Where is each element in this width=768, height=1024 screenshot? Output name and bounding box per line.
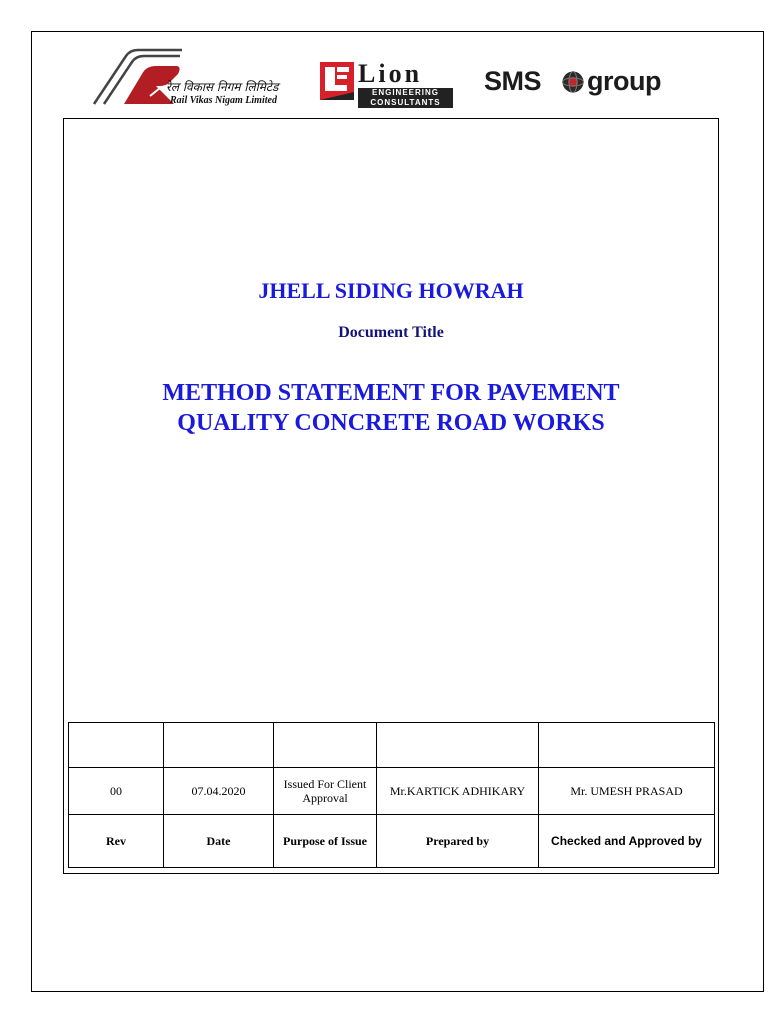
project-title: JHELL SIDING HOWRAH — [258, 278, 524, 303]
rev-value: 00 — [69, 768, 164, 815]
prepared-by-header: Prepared by — [377, 815, 539, 868]
date-value: 07.04.2020 — [164, 768, 274, 815]
lion-tagline-2: CONSULTANTS — [358, 98, 453, 108]
rvnl-logo — [90, 44, 310, 110]
document-title-label: Document Title — [338, 324, 444, 341]
checked-by-header: Checked and Approved by — [539, 815, 715, 868]
rev-header: Rev — [69, 815, 164, 868]
table-header-row — [69, 815, 715, 868]
purpose-header: Purpose of Issue — [274, 815, 377, 868]
globe-icon — [561, 70, 585, 94]
table-cell — [377, 723, 539, 768]
table-cell — [164, 723, 274, 768]
purpose-value: Issued For Client Approval — [274, 768, 377, 815]
table-cell — [539, 723, 715, 768]
revision-table — [68, 722, 715, 868]
table-row-empty — [69, 723, 715, 768]
table-row — [69, 768, 715, 815]
sms-group-logo — [484, 66, 674, 100]
document-title — [63, 378, 719, 438]
logo-row — [0, 0, 768, 120]
lion-mark-icon — [320, 62, 354, 100]
document-title-line-1: METHOD STATEMENT FOR PAVEMENT — [162, 380, 620, 406]
lion-logo — [318, 60, 463, 110]
rvnl-hindi-name: रेल विकास निगम लिमिटेड — [166, 80, 279, 94]
table-cell — [274, 723, 377, 768]
rvnl-english-name: Rail Vikas Nigam Limited — [170, 95, 277, 106]
checked-by-value: Mr. UMESH PRASAD — [539, 768, 715, 815]
lion-tagline-1: ENGINEERING — [358, 88, 453, 98]
date-header: Date — [164, 815, 274, 868]
prepared-by-value: Mr.KARTICK ADHIKARY — [377, 768, 539, 815]
table-cell — [69, 723, 164, 768]
sms-wordmark-left: SMS — [484, 66, 542, 96]
document-title-line-2: QUALITY CONCRETE ROAD WORKS — [177, 410, 605, 436]
lion-wordmark: Lion — [358, 59, 423, 88]
sms-wordmark-right: group — [587, 66, 661, 96]
